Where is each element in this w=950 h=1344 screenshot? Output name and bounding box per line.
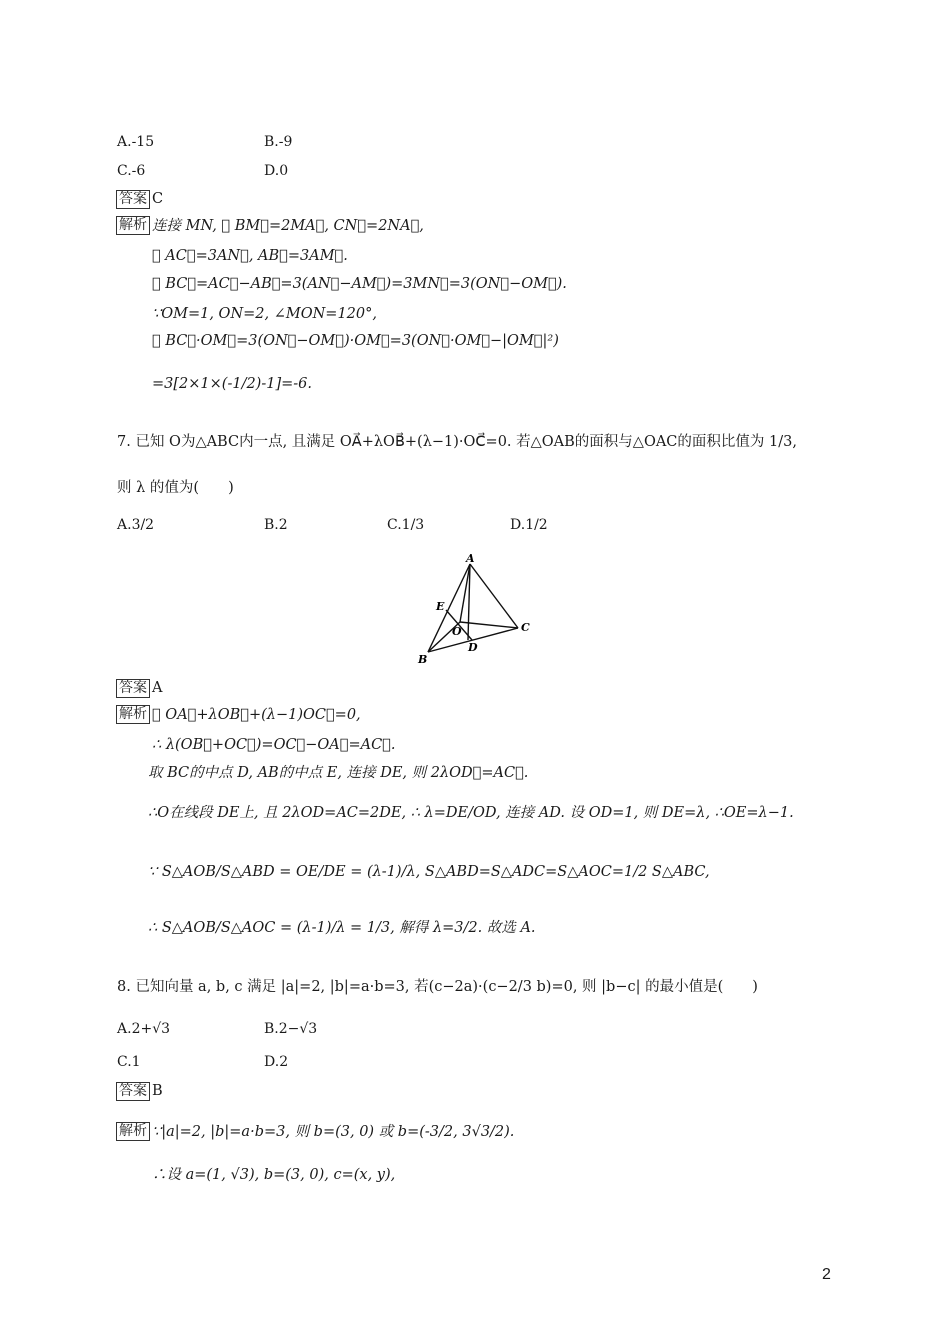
analysis-line: ∴ AC⃗=3AN⃗, AB⃗=3AM⃗. xyxy=(152,248,348,264)
answer-tag: 答案 xyxy=(116,190,150,209)
label-e: E xyxy=(436,600,445,613)
analysis-tag: 解析 xyxy=(116,216,150,235)
label-o: O xyxy=(452,625,462,638)
answer-tag: 答案 xyxy=(116,679,150,698)
analysis-line: 取 BC的中点 D, AB的中点 E, 连接 DE, 则 2λOD⃗=AC⃗. xyxy=(148,765,529,781)
answer-row xyxy=(116,678,162,698)
page-number: 2 xyxy=(822,1266,831,1283)
option-c: C.-6 xyxy=(117,163,146,179)
option-a: A.-15 xyxy=(117,134,155,150)
option-b: B.-9 xyxy=(264,134,293,150)
analysis-line: ∴ S△AOB/S△AOC = (λ-1)/λ = 1/3, 解得 λ=3/2. 故选 A. xyxy=(148,920,536,936)
analysis-line: ∵|a|=2, |b|=a·b=3, 则 b=(3, 0) 或 b=(-3/2, 3√3/2). xyxy=(152,1124,515,1140)
analysis-row xyxy=(116,1121,152,1141)
edge-ac xyxy=(470,564,518,628)
answer-row xyxy=(116,189,163,209)
analysis-line: 连接 MN, ∵ BM⃗=2MA⃗, CN⃗=2NA⃗, xyxy=(152,218,424,234)
option-a: A.3/2 xyxy=(117,517,155,533)
option-d: D.1/2 xyxy=(510,517,548,533)
analysis-line: ∴设 a=(1, √3), b=(3, 0), c=(x, y), xyxy=(152,1167,396,1183)
analysis-line: =3[2×1×(-1/2)-1]=-6. xyxy=(152,376,312,392)
option-d: D.0 xyxy=(264,163,289,179)
analysis-line: ∴ BC⃗=AC⃗−AB⃗=3(AN⃗−AM⃗)=3MN⃗=3(ON⃗−OM⃗). xyxy=(152,276,567,292)
triangle-figure xyxy=(410,552,540,670)
analysis-line: ∵OM=1, ON=2, ∠MON=120°, xyxy=(152,306,377,322)
option-b: B.2−√3 xyxy=(264,1021,318,1037)
analysis-tag: 解析 xyxy=(116,1122,150,1141)
option-c: C.1 xyxy=(117,1054,141,1070)
question-stem-cont: 则 λ 的值为( ) xyxy=(117,480,234,496)
analysis-line: ∴O在线段 DE上, 且 2λOD=AC=2DE, ∴ λ=DE/OD, 连接 AD. 设 OD=1, 则 DE=λ, ∴OE=λ−1. xyxy=(148,805,794,821)
edge-ab xyxy=(428,564,470,652)
answer-tag: 答案 xyxy=(116,1082,150,1101)
analysis-row xyxy=(116,215,152,235)
analysis-line: ∵ OA⃗+λOB⃗+(λ−1)OC⃗=0, xyxy=(152,707,361,723)
option-c: C.1/3 xyxy=(387,517,425,533)
option-d: D.2 xyxy=(264,1054,289,1070)
label-a: A xyxy=(466,552,475,565)
analysis-row xyxy=(116,704,152,724)
analysis-line: ∵ S△AOB/S△ABD = OE/DE = (λ-1)/λ, S△ABD=S△ADC=S△AOC=1/2 S△ABC, xyxy=(148,864,710,880)
label-c: C xyxy=(521,621,530,634)
answer-value: B xyxy=(152,1083,163,1099)
answer-row xyxy=(116,1081,163,1101)
option-b: B.2 xyxy=(264,517,288,533)
answer-value: A xyxy=(152,680,163,696)
question-stem: 8. 已知向量 a, b, c 满足 |a|=2, |b|=a·b=3, 若(c−2a)·(c−2/3 b)=0, 则 |b−c| 的最小值是( ) xyxy=(117,979,758,995)
analysis-line: ∴ λ(OB⃗+OC⃗)=OC⃗−OA⃗=AC⃗. xyxy=(152,737,396,753)
label-d: D xyxy=(468,641,478,654)
analysis-tag: 解析 xyxy=(116,705,150,724)
answer-value: C xyxy=(152,191,164,207)
label-b: B xyxy=(418,653,428,666)
question-stem: 7. 已知 O为△ABC内一点, 且满足 OA⃗+λOB⃗+(λ−1)·OC⃗=0. 若△OAB的面积与△OAC的面积比值为 1/3, xyxy=(117,434,797,450)
analysis-line: ∴ BC⃗·OM⃗=3(ON⃗−OM⃗)·OM⃗=3(ON⃗·OM⃗−|OM⃗|²) xyxy=(152,333,559,349)
option-a: A.2+√3 xyxy=(117,1021,171,1037)
